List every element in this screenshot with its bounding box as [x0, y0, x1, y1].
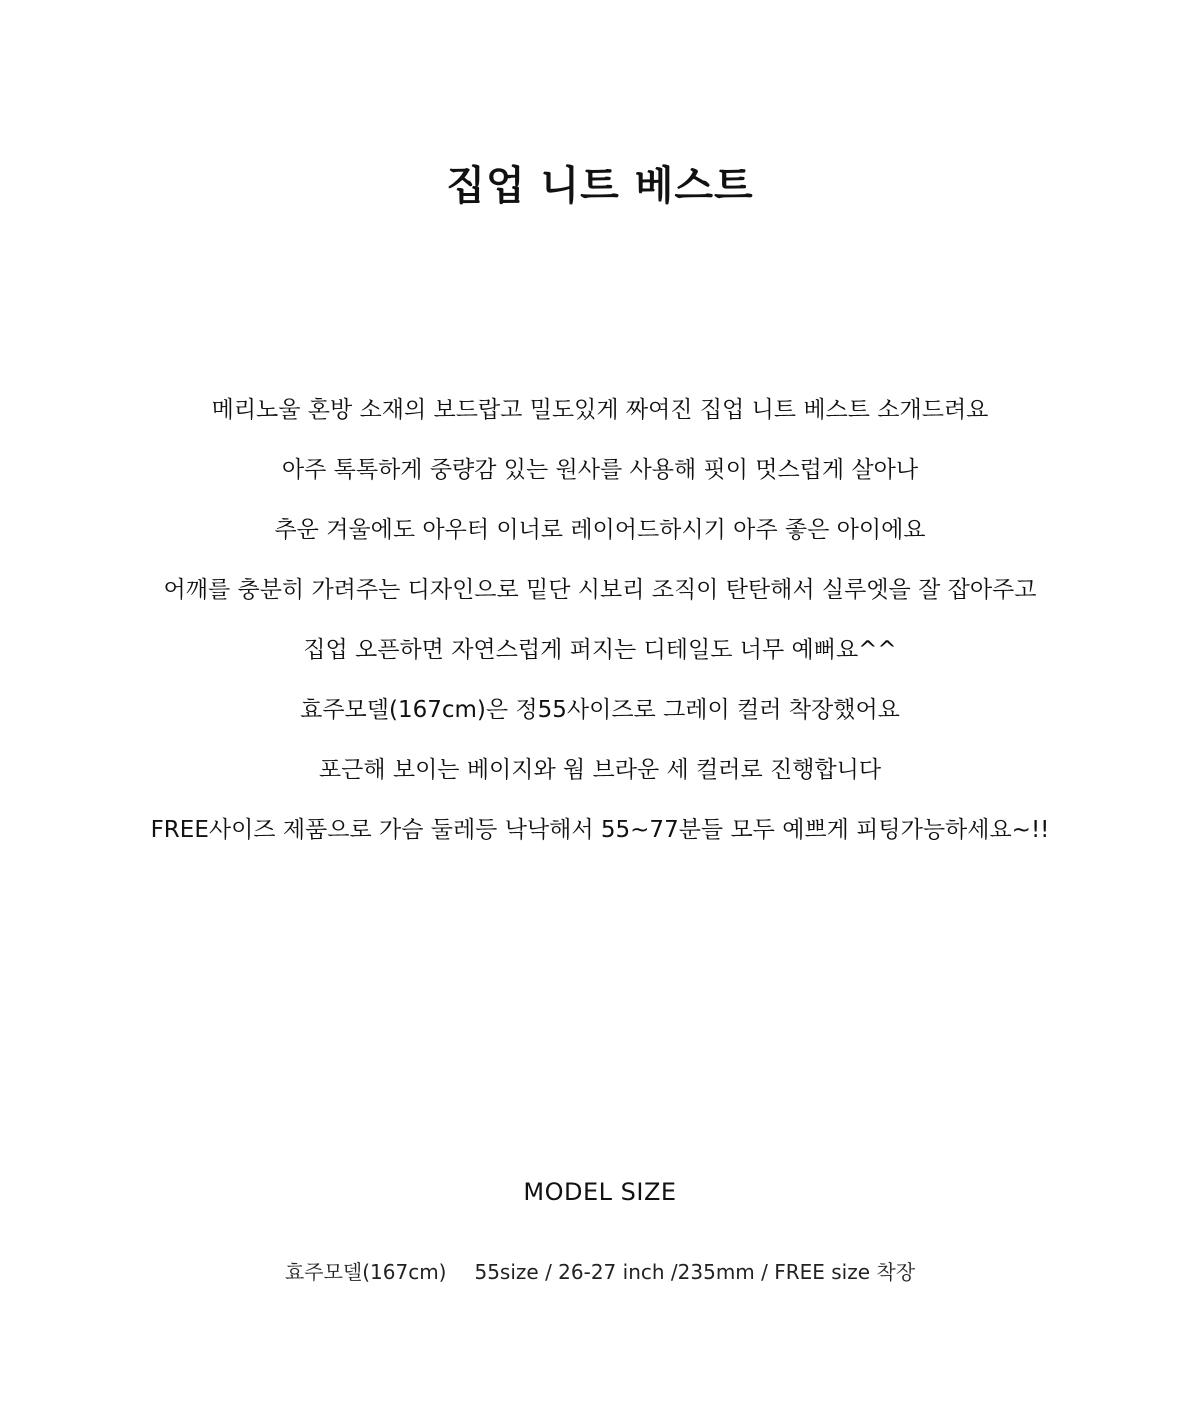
- product-title: 집업 니트 베스트: [446, 163, 754, 209]
- description-line: 효주모델(167cm)은 정55사이즈로 그레이 컬러 착장했어요: [300, 697, 900, 723]
- description-line: 추운 겨울에도 아우터 이너로 레이어드하시기 아주 좋은 아이에요: [274, 517, 926, 543]
- description-line: FREE사이즈 제품으로 가슴 둘레등 낙낙해서 55~77분들 모두 예쁘게 피팅가능하세요~!!: [150, 817, 1050, 843]
- model-name: 효주모델(167cm): [284, 1260, 447, 1284]
- description-line: 포근해 보이는 베이지와 웜 브라운 세 컬러로 진행합니다: [318, 757, 882, 783]
- description-line: 아주 톡톡하게 중량감 있는 원사를 사용해 핏이 멋스럽게 살아나: [281, 457, 919, 483]
- model-size-details: 55size / 26-27 inch /235mm / FREE size 착장: [474, 1260, 916, 1284]
- description-line: 집업 오픈하면 자연스럽게 퍼지는 디테일도 너무 예뻐요^^: [303, 637, 897, 663]
- model-size-heading: MODEL SIZE: [523, 1178, 677, 1206]
- description-line: 메리노울 혼방 소재의 보드랍고 밀도있게 짜여진 집업 니트 베스트 소개드려요: [211, 397, 989, 423]
- model-size-info: [0, 1257, 1200, 1287]
- product-description: [0, 390, 1200, 870]
- description-line: 어깨를 충분히 가려주는 디자인으로 밑단 시보리 조직이 탄탄해서 실루엣을 잘 잡아주고: [163, 577, 1037, 603]
